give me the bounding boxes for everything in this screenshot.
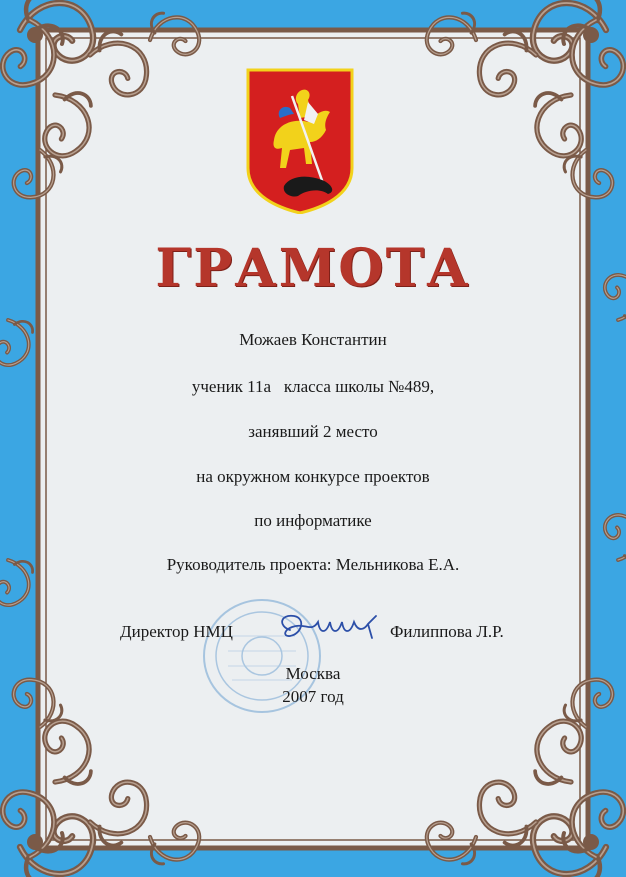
place-line: занявший 2 место <box>248 422 378 441</box>
year: 2007 год <box>282 687 344 706</box>
handwritten-signature-icon <box>272 610 392 644</box>
director-name: Филиппова Л.Р. <box>390 622 504 641</box>
subject-line: по информатике <box>254 511 372 530</box>
contest-line: на окружном конкурсе проектов <box>196 467 430 486</box>
moscow-coat-of-arms-icon <box>246 68 354 214</box>
student-class-line: ученик 11а класса школы №489, <box>191 377 435 396</box>
recipient-name: Можаев Константин <box>239 330 387 349</box>
director-position: Директор НМЦ <box>120 622 233 641</box>
certificate-title: ГРАМОТА <box>155 238 471 299</box>
supervisor-line: Руководитель проекта: Мельникова Е.А. <box>166 555 460 574</box>
city: Москва <box>285 664 341 683</box>
